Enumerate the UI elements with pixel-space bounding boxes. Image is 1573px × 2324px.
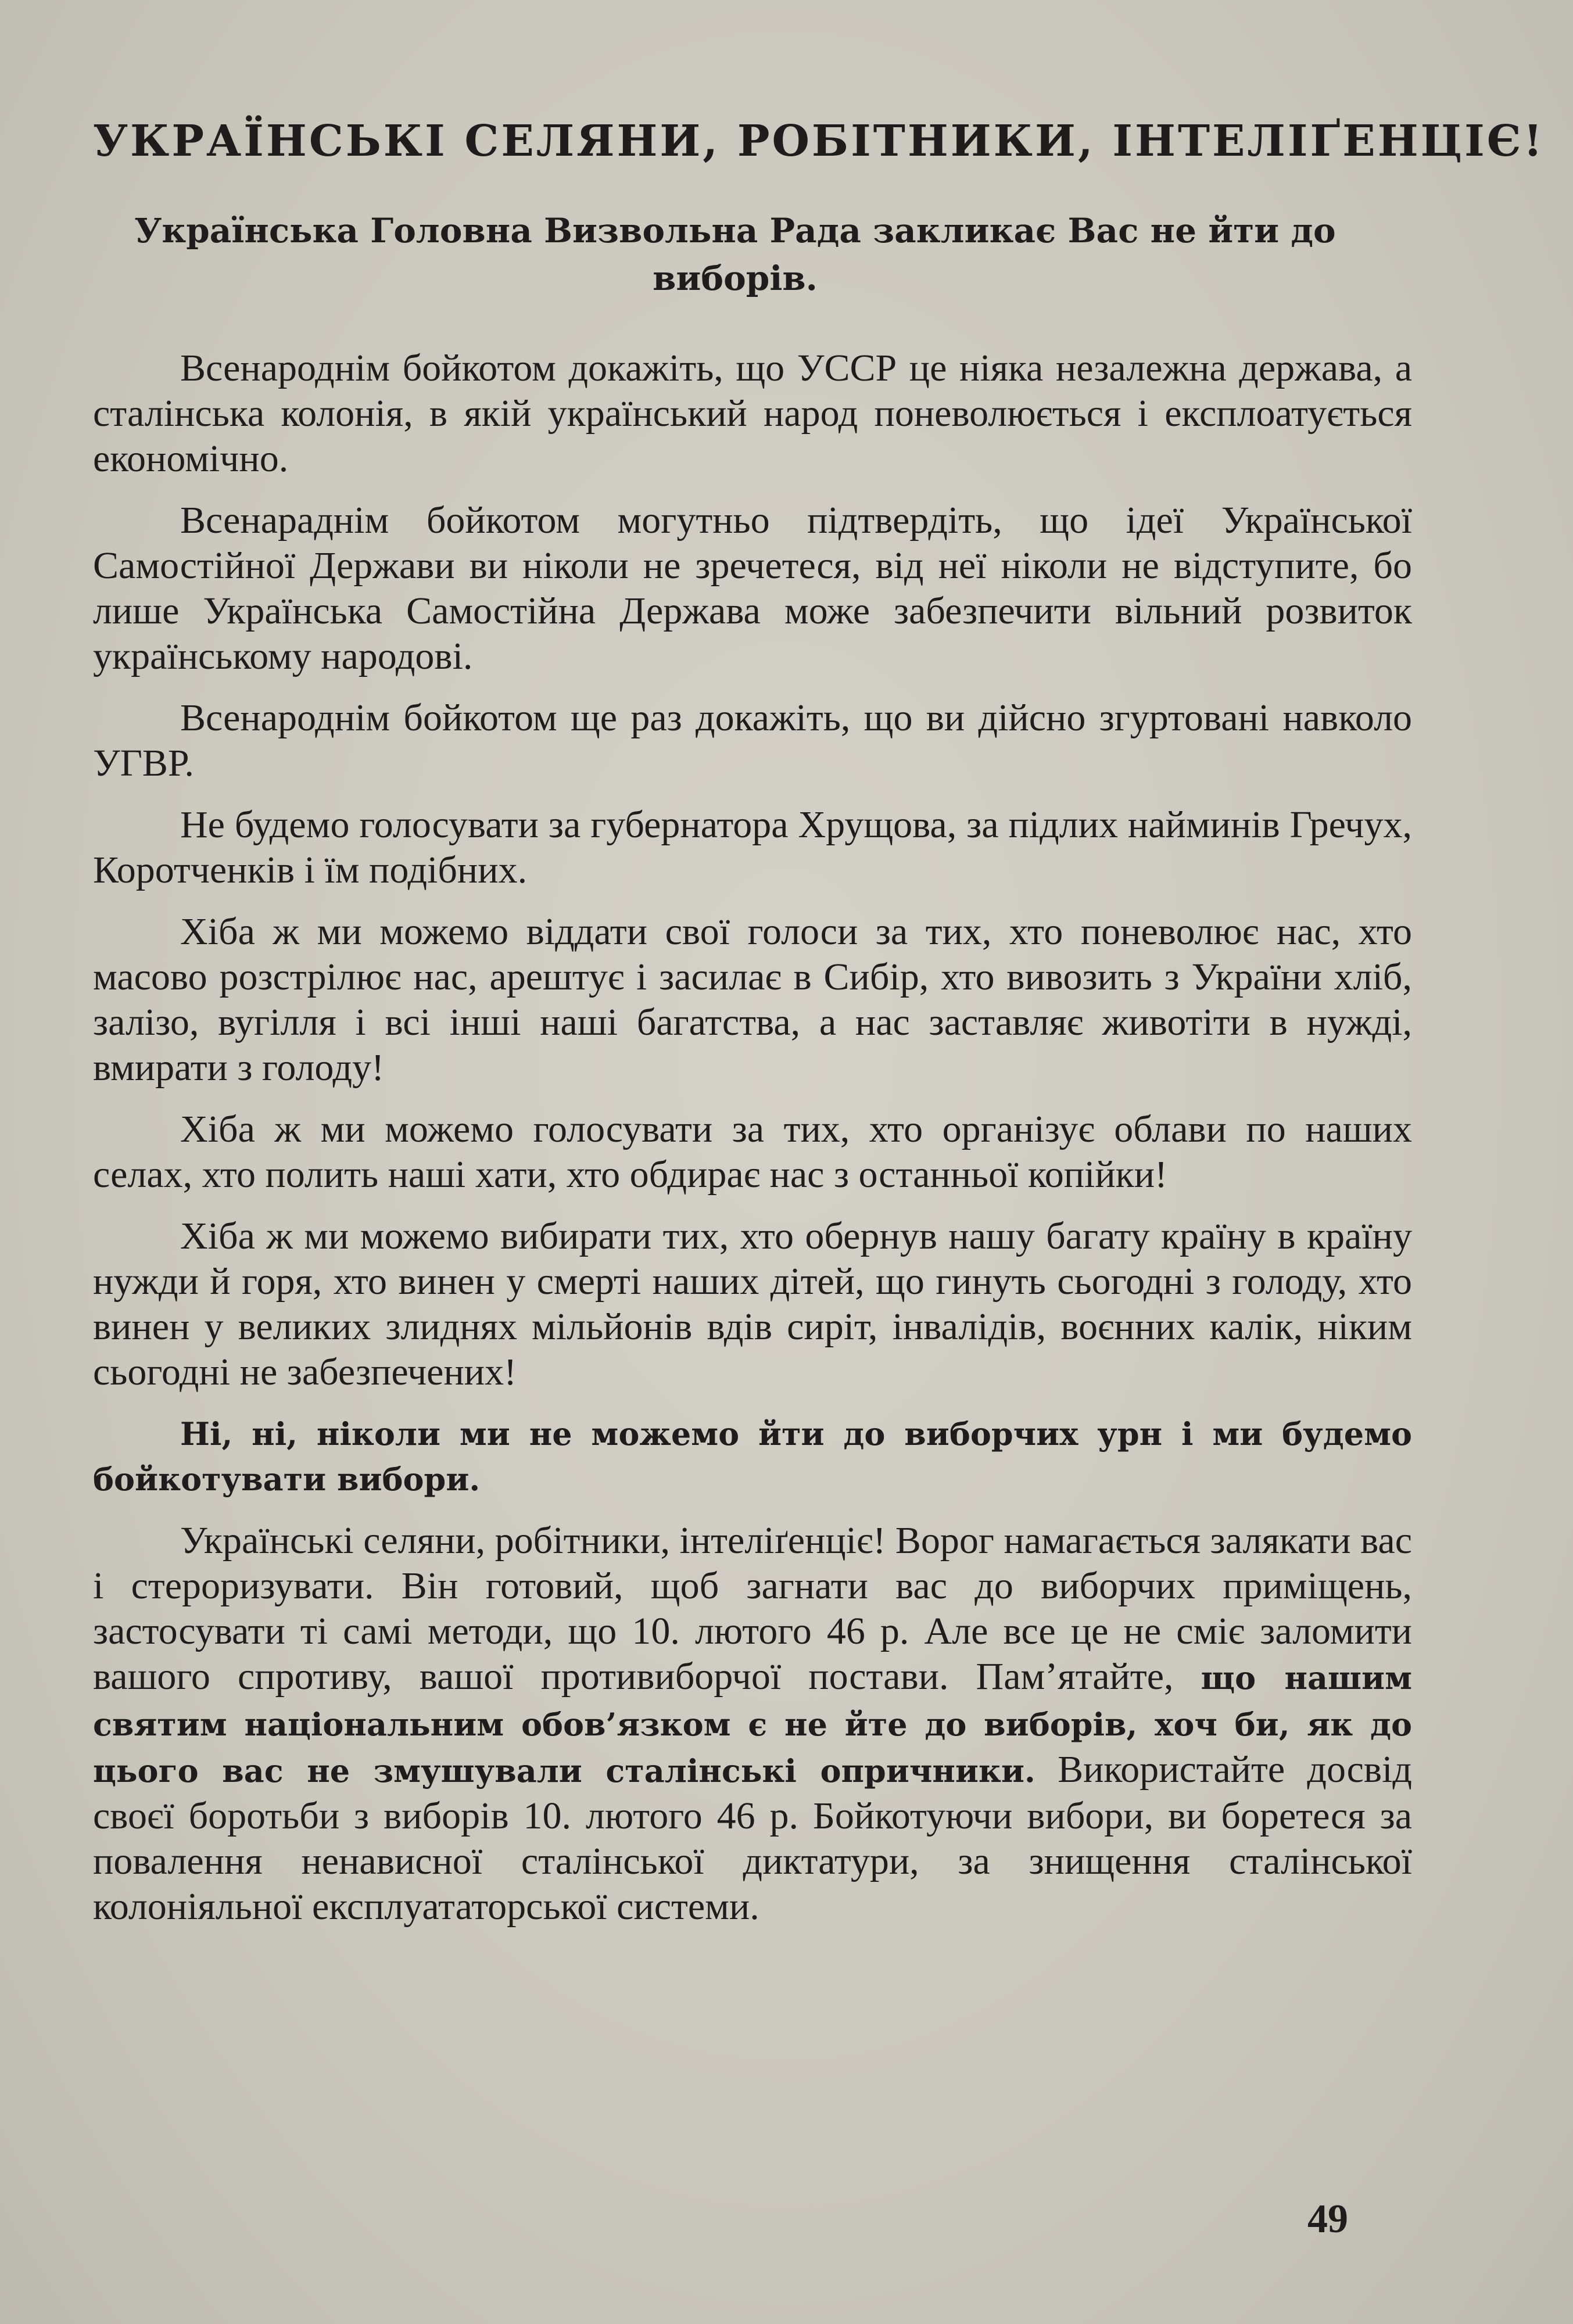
final-paragraph (93, 1518, 1412, 1930)
paragraph-1: Всенароднім бойкотом докажіть, що УССР це ніяка незалежна держава, а сталінська колонія, в якій український народ поневолюється і експлоатується економічно. (93, 347, 1412, 480)
final-paragraph-bold: що нашим святим національним обов’язком є не йте до виборів, хоч би, як до цього вас не змушували сталінські опричники. (93, 1659, 1412, 1789)
document-subtitle: Українська Головна Визвольна Рада закликає Вас не йти до виборів. (134, 211, 1336, 298)
paragraph-7: Хіба ж ми можемо вибирати тих, хто обернув нашу багату країну в країну нужди й горя, хто винен у смерті наших дітей, що гинуть сьогодні з голоду, хто винен у великих злиднях мільйонів вдів сиріт, інвалідів, воєнних калік, ніким сьогодні не забезпечених! (93, 1215, 1412, 1393)
paragraph-3: Всенароднім бойкотом ще раз докажіть, що ви дійсно згуртовані навколо УГВР. (93, 697, 1412, 784)
paragraph-2: Всенараднім бойкотом могутньо підтвердіть, що ідеї Української Самостійної Держави ви ніколи не зречетеся, від неї ніколи не відступите, бо лише Українська Самостійна Держава може забезпечити вільний розвиток українському народові. (93, 499, 1412, 677)
document-page (93, 116, 1545, 2208)
paragraph-5: Хіба ж ми можемо віддати свої голоси за тих, хто поневолює нас, хто масово розстрілює нас, арештує і засилає в Сибір, хто вивозить з України хліб, залізо, вугілля і всі інші наші багатства, а нас заставляє животіти в нужді, вмирати з голоду! (93, 910, 1412, 1089)
document-title: УКРАЇНСЬКІ СЕЛЯНИ, РОБІТНИКИ, ІНТЕЛІҐЕНЦІЄ! (93, 116, 1545, 166)
paragraph-4: Не будемо голосувати за губернатора Хрущова, за підлих найминів Гречух, Коротченків і їм подібних. (93, 804, 1412, 891)
paragraph-6: Хіба ж ми можемо голосувати за тих, хто організує облави по наших селах, хто полить наші хати, хто обдирає нас з останньої копійки! (93, 1108, 1412, 1196)
final-paragraph-part1: Українські селяни, робітники, інтеліґенціє! Ворог намагається залякати вас і стероризувати. Він готовий, щоб загнати вас до виборчих приміщень, застосувати ті самі методи, що 10. лютого 46 р. Але все це не сміє заломити вашого спротиву, вашої противиборчої постави. Пам’ятайте, (93, 1519, 1412, 1698)
page-number: 49 (1307, 2197, 1348, 2241)
bold-paragraph: Ні, ні, ніколи ми не можемо йти до виборчих урн і ми будемо бойкотувати вибори. (93, 1415, 1412, 1498)
final-paragraph-part2: Використайте досвід своєї боротьби з виборів 10. лютого 46 р. Бойкотуючи вибори, ви боретеся за повалення ненависної сталінської диктатури, за знищення сталінської колоніяльної експлуататорської системи. (93, 1748, 1413, 1928)
